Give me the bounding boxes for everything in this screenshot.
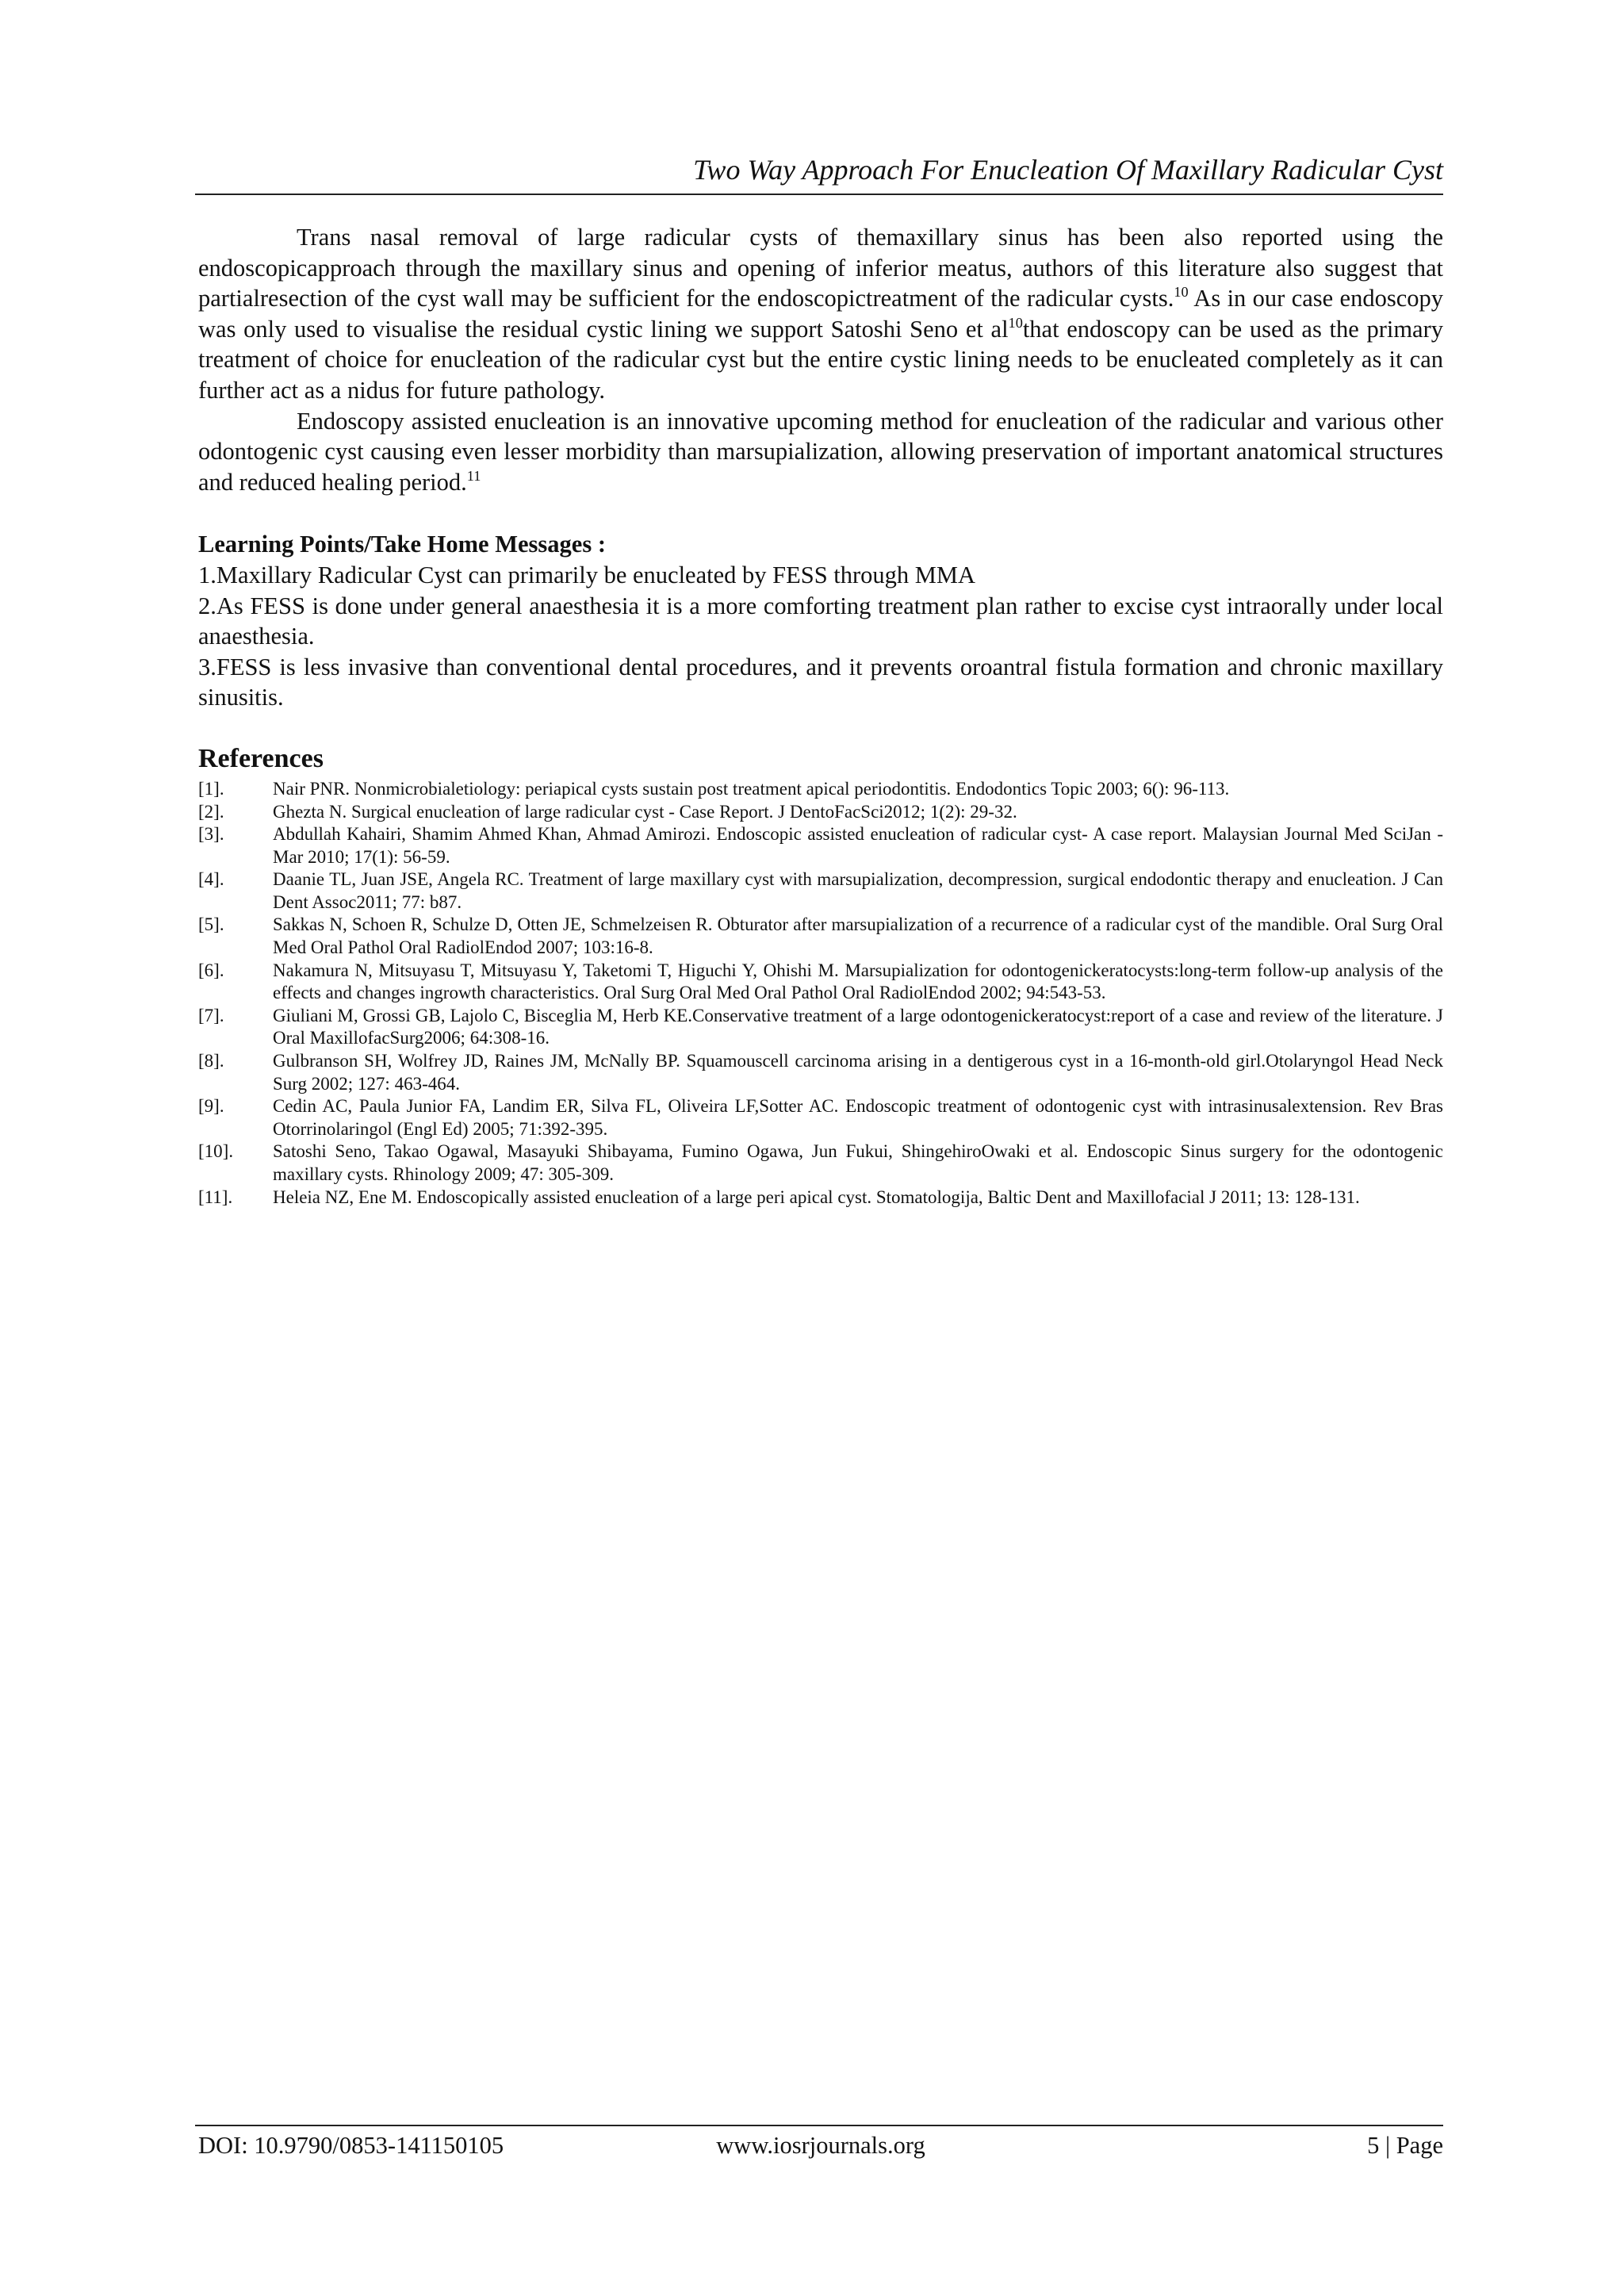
reference-list bbox=[198, 778, 1443, 1209]
reference-text: Nair PNR. Nonmicrobialetiology: periapical cysts sustain post treatment apical periodontitis. Endodontics Topic 2003; 6(): 96-113. bbox=[273, 778, 1230, 799]
reference-item bbox=[198, 1186, 1443, 1209]
reference-number: [2]. bbox=[198, 801, 224, 822]
learning-point-item: 2.As FESS is done under general anaesthesia it is a more comforting treatment plan rather to excise cyst intraorally under local anaesthesia. bbox=[198, 592, 1443, 650]
reference-number: [8]. bbox=[198, 1051, 224, 1071]
reference-item bbox=[198, 823, 1443, 868]
reference-item bbox=[198, 868, 1443, 914]
reference-item bbox=[198, 1140, 1443, 1186]
reference-text: Nakamura N, Mitsuyasu T, Mitsuyasu Y, Taketomi T, Higuchi Y, Ohishi M. Marsupialization for odontogenickeratocysts:long-term follow-up analysis of the effects and changes ingrowth characteristics. Oral Surg Oral Med Oral Pathol Oral RadiolEndod 2002; 94:543-53. bbox=[273, 960, 1443, 1003]
citation-superscript: 10 bbox=[1174, 284, 1189, 301]
reference-item bbox=[198, 801, 1443, 824]
learning-point-item: 3.FESS is less invasive than conventional dental procedures, and it prevents oroantral fistula formation and chronic maxillary sinusitis. bbox=[198, 653, 1443, 711]
reference-number: [11]. bbox=[198, 1186, 233, 1207]
reference-text: Abdullah Kahairi, Shamim Ahmed Khan, Ahmad Amirozi. Endoscopic assisted enucleation of radicular cyst- A case report. Malaysian Journal Med SciJan - Mar 2010; 17(1): 56-59. bbox=[273, 824, 1443, 867]
reference-number: [4]. bbox=[198, 869, 224, 890]
learning-point-item: 1.Maxillary Radicular Cyst can primarily be enucleated by FESS through MMA bbox=[198, 561, 976, 588]
reference-item bbox=[198, 778, 1443, 801]
page-footer bbox=[198, 2130, 1443, 2162]
reference-item bbox=[198, 914, 1443, 959]
reference-text: Cedin AC, Paula Junior FA, Landim ER, Silva FL, Oliveira LF,Sotter AC. Endoscopic treatment of odontogenic cyst with intrasinusalextension. Rev Bras Otorrinolaringol (Engl Ed) 2005; 71:392-395. bbox=[273, 1096, 1443, 1139]
citation-superscript: 11 bbox=[466, 467, 481, 484]
reference-number: [6]. bbox=[198, 960, 224, 980]
reference-text: Ghezta N. Surgical enucleation of large radicular cyst - Case Report. J DentoFacSci2012; 1(2): 29-32. bbox=[273, 801, 1017, 822]
reference-item bbox=[198, 1050, 1443, 1095]
reference-text: Gulbranson SH, Wolfrey JD, Raines JM, McNally BP. Squamouscell carcinoma arising in a dentigerous cyst in a 16-month-old girl.Otolaryngol Head Neck Surg 2002; 127: 463-464. bbox=[273, 1051, 1443, 1094]
reference-text: Satoshi Seno, Takao Ogawal, Masayuki Shibayama, Fumino Ogawa, Jun Fukui, ShingehiroOwaki et al. Endoscopic Sinus surgery for the odontogenic maxillary cysts. Rhinology 2009; 47: 305-309. bbox=[273, 1141, 1443, 1184]
paragraph-endoscopy-assisted: Endoscopy assisted enucleation is an innovative upcoming method for enucleation of the radicular and various other odontogenic cyst causing even lesser morbidity than marsupialization, allowing preservation of important anatomical structures and reduced healing period.$^{11}$ bbox=[198, 407, 1443, 496]
reference-text: Heleia NZ, Ene M. Endoscopically assisted enucleation of a large peri apical cyst. Stomatologija, Baltic Dent and Maxillofacial J 2011; 13: 128-131. bbox=[273, 1186, 1360, 1207]
reference-number: [9]. bbox=[198, 1096, 224, 1117]
learning-points-heading: Learning Points/Take Home Messages : bbox=[198, 531, 606, 558]
footer-page-number: 5 | Page bbox=[1367, 2132, 1443, 2159]
body-text bbox=[198, 222, 1443, 1209]
reference-text: Giuliani M, Grossi GB, Lajolo C, Bisceglia M, Herb KE.Conservative treatment of a large odontogenickeratocyst:report of a case and review of the literature. J Oral MaxillofacSurg2006; 64:308-16. bbox=[273, 1005, 1443, 1048]
reference-text: Sakkas N, Schoen R, Schulze D, Otten JE, Schmelzeisen R. Obturator after marsupialization of a recurrence of a radicular cyst of the mandible. Oral Surg Oral Med Oral Pathol Oral RadiolEndod 2007; 103:16-8. bbox=[273, 914, 1443, 958]
reference-number: [7]. bbox=[198, 1005, 224, 1025]
reference-item bbox=[198, 1095, 1443, 1140]
reference-text: Daanie TL, Juan JSE, Angela RC. Treatment of large maxillary cyst with marsupialization, decompression, surgical endodontic therapy and enucleation. J Can Dent Assoc2011; 77: b87. bbox=[273, 869, 1443, 912]
footer-doi: DOI: 10.9790/0853-141150105 bbox=[198, 2132, 504, 2159]
reference-number: [5]. bbox=[198, 914, 224, 935]
running-header: Two Way Approach For Enucleation Of Maxillary Radicular Cyst bbox=[693, 154, 1443, 186]
reference-item bbox=[198, 960, 1443, 1005]
reference-number: [1]. bbox=[198, 778, 224, 799]
reference-item bbox=[198, 1005, 1443, 1050]
citation-superscript: 10 bbox=[1008, 314, 1023, 331]
header-rule bbox=[195, 194, 1443, 195]
footer-rule bbox=[195, 2125, 1443, 2126]
footer-website: www.iosrjournals.org bbox=[716, 2132, 925, 2159]
references-heading: References bbox=[198, 743, 324, 773]
reference-number: [10]. bbox=[198, 1141, 234, 1162]
reference-number: [3]. bbox=[198, 824, 224, 845]
paragraph-endoscopic-approach: Trans nasal removal of large radicular cysts of themaxillary sinus has been also reported using the endoscopicapproach through the maxillary sinus and opening of inferior meatus, authors of this literature also suggest that partialresection of the cyst wall may be sufficient for the endoscopictreatment of the radicular cysts.$^{10}$ As in our case endoscopy was only used to visualise the residual cystic lining we support Satoshi Seno et $al^{10}that$ endoscopy can be used as the primary treatment of choice for enucleation of the radicular cyst but the entire cystic lining needs to be enucleated completely as it can further act as a nidus for future pathology. bbox=[198, 224, 1443, 404]
